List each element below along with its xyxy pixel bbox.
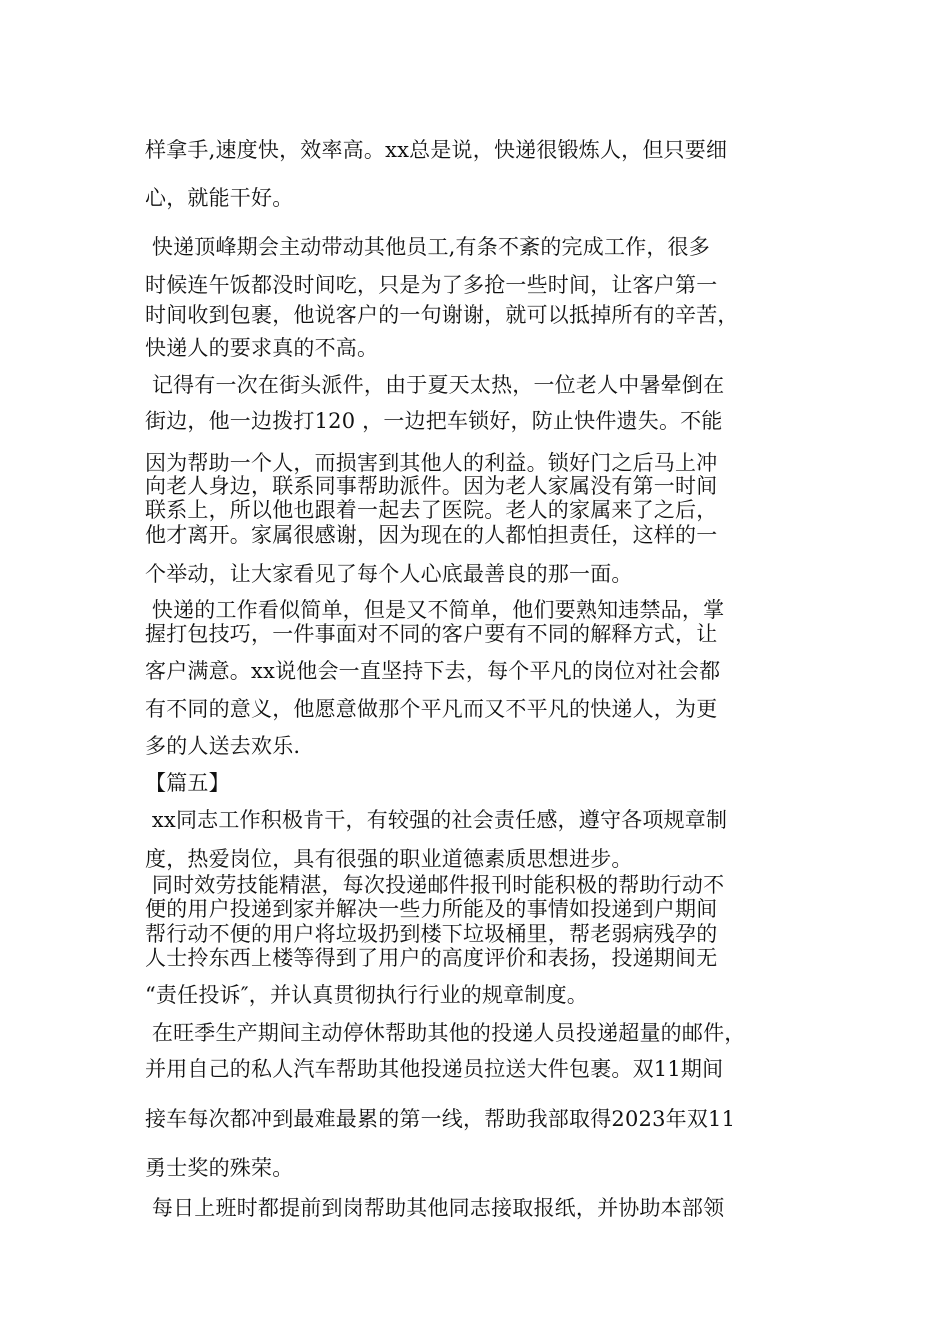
text-line: xx同志工作积极肯干，有较强的社会责任感，遵守各项规章制 <box>145 808 728 832</box>
text-line: 人士拎东西上楼等得到了用户的高度评价和表扬，投递期间无 <box>145 946 718 970</box>
text-line: 个举动，让大家看见了每个人心底最善良的那一面。 <box>145 562 633 586</box>
text-line: 帮行动不便的用户将垃圾扔到楼下垃圾桶里，帮老弱病残孕的 <box>145 922 718 946</box>
text-line: 多的人送去欢乐. <box>145 734 301 758</box>
text-line: 记得有一次在街头派件，由于夏天太热，一位老人中暑晕倒在 <box>145 373 725 397</box>
text-line: 时候连午饭都没时间吃，只是为了多抢一些时间，让客户第一 <box>145 273 718 297</box>
section-heading: 【篇五】 <box>145 771 230 795</box>
text-line: 向老人身边，联系同事帮助派件。因为老人家属没有第一时间 <box>145 474 718 498</box>
text-line: 客户满意。xx说他会一直坚持下去，每个平凡的岗位对社会都 <box>145 659 721 683</box>
text-line: 勇士奖的殊荣。 <box>145 1156 294 1180</box>
text-line: 快递人的要求真的不高。 <box>145 336 379 360</box>
text-line: 并用自己的私人汽车帮助其他投递员拉送大件包裹。双11期间 <box>145 1057 724 1081</box>
text-line: 握打包技巧，一件事面对不同的客户要有不同的解释方式，让 <box>145 622 718 646</box>
text-line: 有不同的意义，他愿意做那个平凡而又不平凡的快递人，为更 <box>145 697 718 721</box>
text-line: 同时效劳技能精湛，每次投递邮件报刊时能积极的帮助行动不 <box>145 873 725 897</box>
text-line: 时间收到包裹，他说客户的一句谢谢，就可以抵掉所有的辛苦， <box>145 303 739 327</box>
text-line: 他才离开。家属很感谢，因为现在的人都怕担责任，这样的一 <box>145 523 718 547</box>
text-line: “责任投诉″，并认真贯彻执行行业的规章制度。 <box>145 983 588 1007</box>
text-line: 度，热爱岗位，具有很强的职业道德素质思想进步。 <box>145 847 633 871</box>
text-line: 街边，他一边拨打120 ，一边把车锁好，防止快件遗失。不能 <box>145 409 723 433</box>
text-line: 因为帮助一个人，而损害到其他人的利益。锁好门之后马上冲 <box>145 451 718 475</box>
text-line: 便的用户投递到家并解决一些力所能及的事情如投递到户期间 <box>145 897 718 921</box>
text-line: 联系上，所以他也跟着一起去了医院。老人的家属来了之后， <box>145 498 718 522</box>
text-line: 接车每次都冲到最难最累的第一线，帮助我部取得2023年双11 <box>145 1107 736 1131</box>
text-line: 每日上班时都提前到岗帮助其他同志接取报纸，并协助本部领 <box>145 1196 725 1220</box>
text-line: 快递的工作看似简单，但是又不简单，他们要熟知违禁品，掌 <box>145 598 725 622</box>
text-line: 样拿手,速度快，效率高。xx总是说，快递很锻炼人，但只要细 <box>145 138 728 162</box>
text-line: 快递顶峰期会主动带动其他员工,有条不紊的完成工作，很多 <box>145 235 710 259</box>
text-line: 在旺季生产期间主动停休帮助其他的投递人员投递超量的邮件， <box>145 1021 746 1045</box>
text-line: 心，就能干好。 <box>145 186 294 210</box>
